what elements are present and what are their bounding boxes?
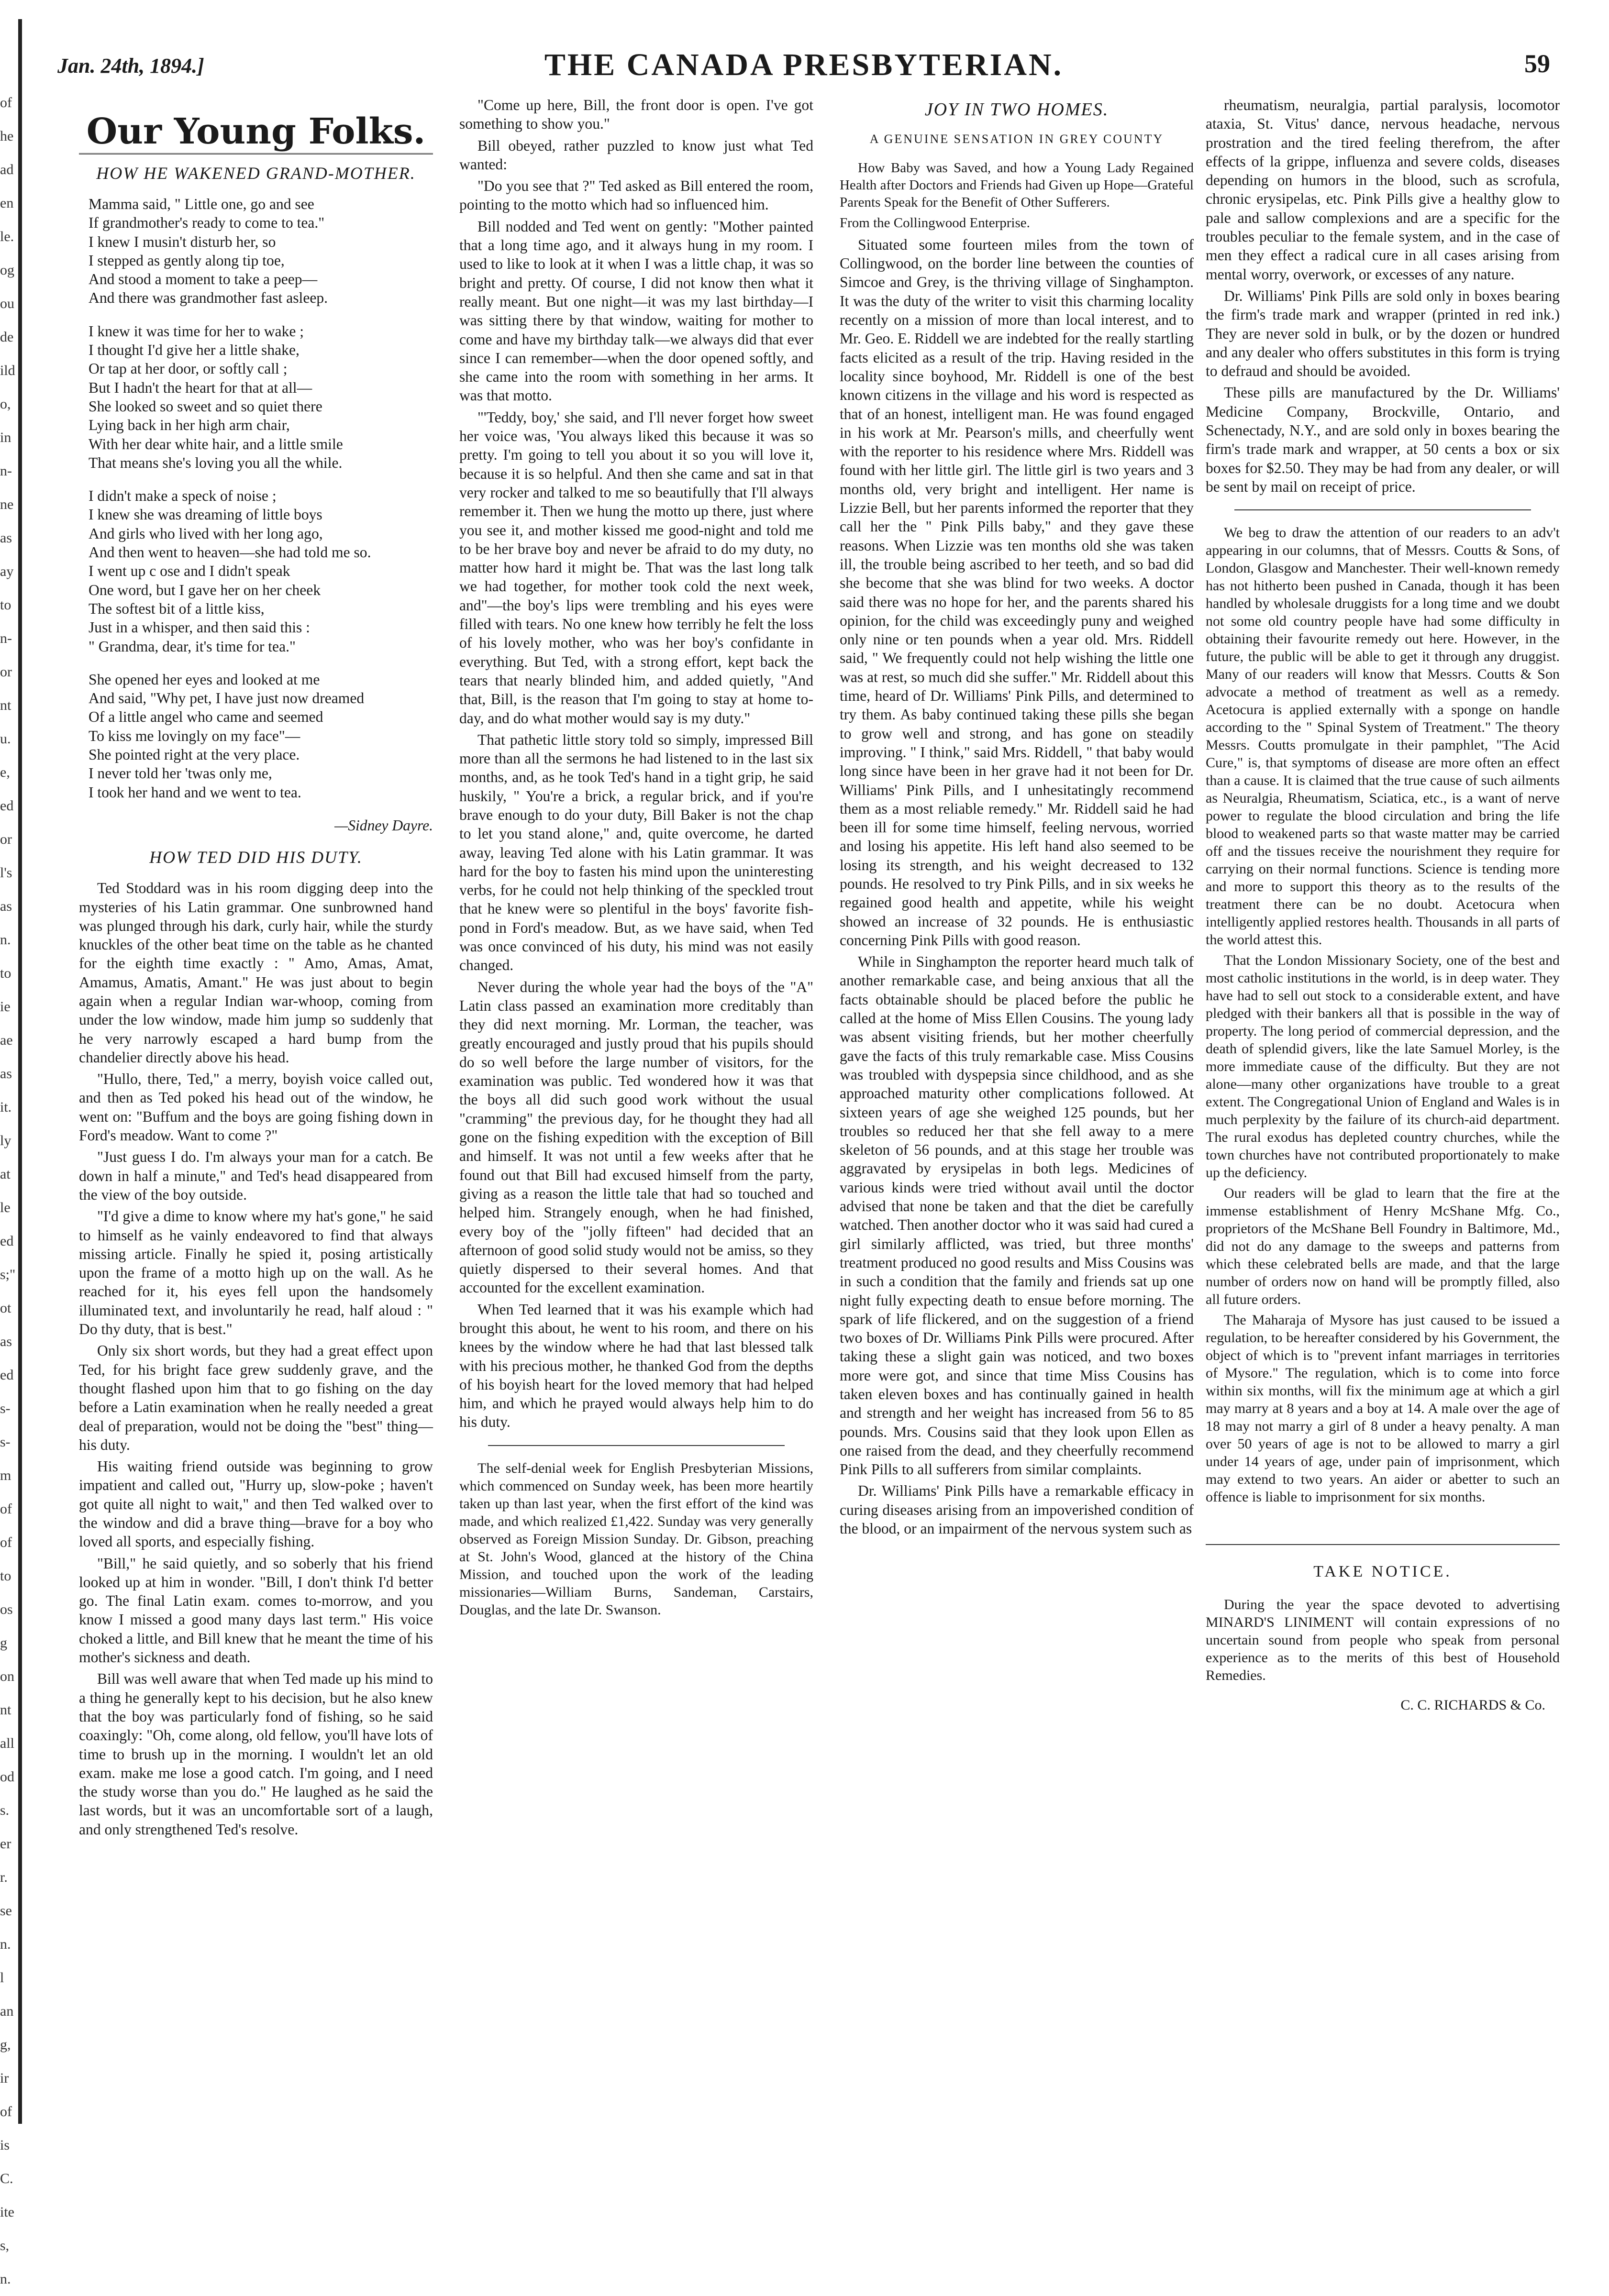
bleed-fragment: to	[0, 965, 11, 981]
paragraph: These pills are manufactured by the Dr. Williams' Medicine Company, Brockville, Ontario, and Schenectady, N.Y., and are sold only in boxes bearing the firm's trade mark and wrapper, at 50 cents a box or six boxes for $2.50. They may be had from any dealer, or will be sent by mail on receipt of price.	[1206, 384, 1560, 495]
bleed-fragment: to	[0, 597, 11, 613]
poem-line: I knew I musin't disturb her, so	[89, 233, 276, 250]
bleed-fragment: ou	[0, 296, 14, 311]
bleed-fragment: nt	[0, 697, 11, 713]
bleed-fragment: m	[0, 1468, 11, 1483]
bleed-fragment: ly	[0, 1133, 11, 1148]
divider	[488, 1445, 785, 1446]
poem-author: —Sidney Dayre.	[334, 817, 433, 834]
bleed-fragment: l	[0, 1970, 4, 1986]
poem-line: I took her hand and we went to tea.	[89, 784, 301, 801]
paragraph: His waiting friend outside was beginning to grow impatient and called out, "Hurry up, slow-poke ; haven't got quite all night to wait," and then Ted walked over to the window and did a brave thing—brave for a boy who loved all sports, and especially fishing.	[79, 1458, 433, 1550]
bleed-fragment: de	[0, 329, 14, 345]
masthead: THE CANADA PRESBYTERIAN.	[544, 47, 1064, 82]
poem-line: I thought I'd give her a little shake,	[89, 342, 300, 359]
paragraph: Never during the whole year had the boys of the "A" Latin class passed an examination more creditably than they did next morning. Mr. Lorman, the teacher, was greatly encouraged and justly proud that his pupils should do so well before the large number of visitors, for the examination was public. Ted wondered how it was that the boys all did such good work without the usual "cramming" the previous day, for he thought they had all gone on the fishing expedition with the exception of Bill and himself. It was not until a few weeks after that he found out that Bill had excused himself from the party, giving as a reason the little tale that had so touched and helped him. Strangely enough, when he had finished, every boy of the "jolly fifteen" had decided that an afternoon of good solid study would not be amiss, so they quietly dispersed to their several homes. And that accounted for the excellent examination.	[459, 978, 813, 1296]
bleed-fragment: ed	[0, 798, 14, 814]
editorial-notes	[1206, 524, 1560, 1506]
notice-signature: C. C. RICHARDS & Co.	[1400, 1697, 1545, 1713]
bleed-fragment: se	[0, 1903, 12, 1919]
paragraph: When Ted learned that it was his example which had brought this about, he went to his room, and there on his knees by the window where he had that last blessed talk with his precious mother, he thanked God from the depths of his boyish heart for the loved memory that had helped him, and which he prayed would always help him to do his duty.	[459, 1301, 813, 1431]
poem-line: She opened her eyes and looked at me	[89, 671, 320, 688]
paragraph: That pathetic little story told so simply, impressed Bill more than all the sermons he had listened to in the last six months, and, as he took Ted's hand in a tight grip, he said huskily, " You're a brick, a regular brick, and if you're brave enough to do your duty, Bill Baker is not the chap to let you stand alone," and, quite overcome, he darted away, leaving Ted alone with his Latin grammar. It was hard for the boy to fasten his mind upon the uninteresting verbs, for he could not help thinking of the speckled trout that he knew were so plentiful in the boys' favorite fish-pond in Ford's meadow. But, as we have said, when Ted was once convinced of his duty, his mind was not easily changed.	[459, 731, 813, 974]
paragraph: Bill was well aware that when Ted made up his mind to a thing he generally kept to his decision, but he also knew that the boy was particularly fond of fishing, so he said coaxingly: "Oh, come along, old fellow, you'll have lots of time to brush up in the morning. I wouldn't let an old exam. make me lose a good catch. I'm going, and I need the study worse than you do." He laughed as he said the last words, but it was an uncomfortable sort of a laugh, and only strengthened Ted's resolve.	[79, 1670, 433, 1838]
bleed-fragment: s-	[0, 1401, 11, 1416]
bleed-fragment: n.	[0, 2271, 11, 2287]
bleed-fragment: he	[0, 128, 14, 144]
paragraph: "I'd give a dime to know where my hat's gone," he said to himself as he vainly endeavored to find that always missing article. Finally he spied it, posing artistically upon the frame of a motto high up on the wall. As he reached for it, his eyes fell upon the handsomely illuminated text, and involuntarily he read, half aloud : " Do thy duty, that is best."	[79, 1208, 433, 1338]
poem-line: One word, but I gave her on her cheek	[89, 581, 321, 598]
bleed-fragment: ne	[0, 497, 14, 512]
bleed-fragment: is	[0, 2137, 10, 2153]
bleed-fragment: at	[0, 1166, 11, 1182]
poem-title: HOW HE WAKENED GRAND-MOTHER.	[96, 164, 416, 183]
bleed-fragment: C.	[0, 2171, 13, 2186]
poem	[79, 195, 433, 802]
bleed-fragment: os	[0, 1601, 13, 1617]
poem-stanza	[89, 486, 433, 656]
paragraph: The Maharaja of Mysore has just caused to be issued a regulation, to be hereafter considered by his Government, the object of which is to "prevent infant marriages in territories of Mysore." The regulation, which is to come into force within six months, will fix the minimum age at which a girl may marry at 8 years and a boy at 14. A male over the age of 18 may not marry a girl of 8 under a heavy penalty. A man over 50 years of age is not to be allowed to marry a girl under 14 years of age, under pain of imprisonment, which may extend to two years. An aider or abetter to such an offence is liable to imprisonment for six months.	[1206, 1312, 1560, 1505]
paragraph: Ted Stoddard was in his room digging deep into the mysteries of his Latin grammar. One sunbrowned hand was plunged through his dark, curly hair, while the sturdy knuckles of the other beat time on the table as he chanted for the eighth time exactly : " Amo, Amas, Amat, Amamus, Amatis, Amant." He was just about to begin again when a regular Indian war-whoop, coming from under the low window, made him jump so suddenly that he very narrowly escaped a hard bump from the chandelier directly above his head.	[79, 880, 433, 1066]
bleed-fragment: r.	[0, 1869, 8, 1885]
poem-line: And stood a moment to take a peep—	[89, 271, 318, 288]
poem-line: With her dear white hair, and a little smile	[89, 435, 343, 453]
bleed-fragment: as	[0, 1334, 12, 1349]
article-continued	[1206, 96, 1560, 496]
poem-line: That means she's loving you all the while.	[89, 454, 343, 471]
bleed-fragment: o,	[0, 396, 11, 412]
poem-stanza	[89, 670, 433, 802]
paragraph: "Hullo, there, Ted," a merry, boyish voice called out, and then as Ted poked his head out of the window, he went on: "Buffum and the boys are going fishing down in Ford's meadow. Want to come ?"	[79, 1071, 433, 1144]
poem-line: I never told her 'twas only me,	[89, 765, 272, 782]
article-source: From the Collingwood Enterprise.	[840, 215, 1030, 231]
bleed-fragment: as	[0, 1066, 12, 1082]
bleed-fragment: le	[0, 1200, 11, 1215]
notice-text: During the year the space devoted to advertising MINARD'S LINIMENT will contain expressions of no uncertain sound from people who speak from personal experience as to the merits of this best of Household Remedies.	[1206, 1596, 1560, 1683]
bleed-fragment: s,	[0, 2238, 10, 2253]
bleed-fragment: as	[0, 898, 12, 914]
poem-line: Of a little angel who came and seemed	[89, 708, 323, 726]
poem-line: I didn't make a speck of noise ;	[89, 487, 277, 505]
poem-stanza	[89, 322, 433, 472]
bleed-fragment: ie	[0, 999, 11, 1015]
bleed-fragment: ay	[0, 563, 14, 579]
poem-line: If grandmother's ready to come to tea."	[89, 214, 325, 232]
paragraph: While in Singhampton the reporter heard much talk of another remarkable case, and being anxious that all the facts obtainable should be placed before the public he called at the home of Miss Ellen Cousins. The young lady was absent visiting friends, but her mother cheerfully gave the facts of this truly remarkable case. Miss Cousins was troubled with dyspepsia since childhood, and as she approached maturity other complications followed. At sixteen years of age she weighed 125 pounds, but her troubles so reduced her that she fell away to a mere skeleton of 56 pounds, and at this stage her trouble was aggravated by erysipelas in both legs. Medicines of various kinds were tried without avail until the doctor advised that none be taken and that the diet be carefully watched. Then another doctor who it was said had cured a girl similarly afflicted, was tried, but three months' treatment produced no good results and Miss Cousins was in such a condition that the family and friends sat up one night fully expecting death to ensue before morning. The spark of life flickered, and on the suggestion of a friend two boxes of Dr. Williams Pink Pills were procured. After taking these a slight gain was noticed, and two boxes more were got, and since that time Miss Cousins has taken eleven boxes and has continually gained in health and strength and her weight has increased from 56 to 85 pounds. Mrs. Cousins said that they look upon Ellen as one raised from the dead, and they cheerfully recommend Pink Pills to all sufferers from similar complaints.	[840, 953, 1194, 1478]
bleed-fragment: or	[0, 664, 12, 680]
poem-line: Mamma said, " Little one, go and see	[89, 196, 314, 212]
bleed-fragment: en	[0, 195, 14, 211]
bleed-fragment: s.	[0, 1802, 10, 1818]
poem-line: And then went to heaven—she had told me so.	[89, 544, 371, 561]
page-edge-bar	[18, 19, 22, 2124]
paragraph: Bill obeyed, rather puzzled to know just what Ted wanted:	[459, 137, 813, 173]
paragraph: Dr. Williams' Pink Pills are sold only in boxes bearing the firm's trade mark and wrapper (printed in red ink.) They are never sold in bulk, or by the dozen or hundred and any dealer who offers substitutes in this form is trying to defraud and should be avoided.	[1206, 287, 1560, 380]
poem-line: The softest bit of a little kiss,	[89, 600, 265, 617]
bleed-fragment: s-	[0, 1434, 11, 1450]
poem-line: She pointed right at the very place.	[89, 746, 300, 763]
bleed-fragment: ild	[0, 363, 15, 378]
bleed-fragment: ir	[0, 2070, 9, 2086]
poem-line: " Grandma, dear, it's time for tea."	[89, 638, 296, 655]
divider	[1234, 509, 1531, 510]
paragraph: rheumatism, neuralgia, partial paralysis, locomotor ataxia, St. Vitus' dance, nervous headache, nervous prostration and the tired feeling therefrom, the after effects of la grippe, influenza and severe colds, diseases depending on humors in the blood, such as scrofula, chronic erysipelas, etc. Pink Pills give a healthy glow to pale and sallow complexions and are a specific for the troubles peculiar to the female system, and in the case of men they effect a radical cure in all cases arising from mental worry, overwork, or excesses of any nature.	[1206, 97, 1560, 283]
bleed-fragment: of	[0, 2104, 12, 2119]
bleed-fragment: n.	[0, 1936, 11, 1952]
poem-line: I went up c ose and I didn't speak	[89, 563, 290, 580]
paragraph: That the London Missionary Society, one of the best and most catholic institutions in the world, is in deep water. They have had to sell out stock to a considerable extent, and have pledged with their bankers all that is possible in the way of property. The long period of commercial depression, and the death of splendid givers, like the late Samuel Morley, is the more immediate cause of the difficulty. But they are not alone—many other organizations have trouble to a great extent. The Congregational Union of England and Wales is in much perplexity by the failure of its church-aid department. The rural exodus has depleted country churches, while the town churches have not contributed proportionately to make up the deficiency.	[1206, 952, 1560, 1181]
bleed-fragment: of	[0, 95, 12, 110]
paragraph: Bill nodded and Ted went on gently: "Mother painted that a long time ago, and it always hung in my room. I used to like to look at it when I was a little chap, it was so bright and pretty. Of course, I did not know then what it really meant. But one night—it was my last birthday—I was sitting there by that window, waiting for mother to come and have my birthday talk—we always did that ever since I can remember—when the door opened softly, and she came into the room with something in her arms. It was that motto.	[459, 218, 813, 404]
paragraph: Situated some fourteen miles from the town of Collingwood, on the border line between the counties of Simcoe and Grey, is the thriving village of Singhampton. It was the duty of the writer to visit this charming locality recently on a mission of more than local interest, and to Mr. Geo. E. Riddell we are indebted for the really startling facts elicited as a result of the trip. Having resided in the locality since boyhood, Mr. Riddell is one of the best known citizens in the village and his word is respected as that of an honest, intelligent man. He was found engaged in his work at Mr. Pearson's mills, and cheerfully went with the reporter to his residence where Mrs. Riddell was found with her little girl. The little girl is two years and 3 months old, very bright and intelligent. Her name is Lizzie Bell, but her parents informed the reporter that they call her the " Pink Pills baby," and they gave these reasons. When Lizzie was ten months old she was taken ill, the trouble being ascribed to her teeth, and so bad did she become that she was blind for two weeks. A doctor said there was no hope for her, and the parents shared his opinion, for the child was exceedingly puny and weighed only nine or ten pounds when a year old. Mrs. Riddell said, " We frequently could not help wishing the little one was at rest, so much did she suffer." Mr. Riddell about this time, heard of Dr. Williams' Pink Pills, and determined to try them. As baby continued taking these pills she began to grow well and strong, and has gone on steadily improving. " I think," said Mrs. Riddell, " that baby would long since have been in her grave had it not been for Dr. Williams' Pink Pills, and I unhesitatingly recommend them as a most reliable remedy." Mr. Riddell said he had been ill for some time himself, feeling nervous, worried and losing his appetite. His left hand also seemed to be losing its strength, and his weight decreased to 132 pounds. He resolved to try Pink Pills, and in six weeks he regained good health and appetite, while his weight showed an increase of 32 pounds. He is enthusiastic concerning Pink Pills with good reason.	[840, 236, 1194, 949]
bleed-fragment: or	[0, 831, 12, 847]
paragraph: "Just guess I do. I'm always your man for a catch. Be down in half a minute," and Ted's head disappeared from the view of the boy outside.	[79, 1148, 433, 1203]
bleed-fragment: n-	[0, 463, 12, 479]
bleed-fragment: er	[0, 1836, 11, 1852]
bleed-fragment: in	[0, 430, 11, 445]
paragraph: "Come up here, Bill, the front door is open. I've got something to show you."	[459, 97, 813, 132]
bleed-fragment: an	[0, 2003, 14, 2019]
bleed-fragment: of	[0, 1501, 12, 1517]
column-2	[459, 96, 813, 1622]
paragraph: Dr. Williams' Pink Pills have a remarkable efficacy in curing diseases arising from an impoverished condition of the blood, or an impairment of the nervous system such as	[840, 1482, 1194, 1537]
poem-line: And girls who lived with her long ago,	[89, 525, 323, 542]
bleed-fragment: ite	[0, 2204, 14, 2220]
mission-note: The self-denial week for English Presbyterian Missions, which commenced on Sunday week, has been more heartily taken up than last year, when the first effort of the kind was made, and which realized £1,422. Sunday was very generally observed as Foreign Mission Sunday. Dr. Gibson, preaching at St. John's Wood, glanced at the history of the China Mission, and touched upon the work of the leading missionaries—William Burns, Sandeman, Carstairs, Douglas, and the late Dr. Swanson.	[459, 1460, 813, 1618]
bleed-fragment: ad	[0, 162, 14, 177]
bleed-fragment: g,	[0, 2037, 11, 2053]
column-1	[79, 96, 433, 1842]
bleed-fragment: all	[0, 1735, 14, 1751]
bleed-fragment: g	[0, 1635, 7, 1651]
paragraph: Only six short words, but they had a great effect upon Ted, for his bright face grew suddenly grave, and the thought flashed upon him that to go fishing on the day before a Latin examination when he really needed a great deal of preparation, would not be doing the "best" thing—his duty.	[79, 1342, 433, 1453]
poem-line: And there was grandmother fast asleep.	[89, 289, 328, 307]
bleed-fragment: as	[0, 530, 12, 546]
bleed-fragment: n.	[0, 932, 11, 948]
poem-line: I knew it was time for her to wake ;	[89, 322, 304, 340]
bleed-fragment: of	[0, 1534, 12, 1550]
bleed-fragment: e,	[0, 764, 10, 780]
bleed-fragment: ed	[0, 1367, 14, 1383]
poem-line: I knew she was dreaming of little boys	[89, 506, 322, 523]
section-title: Our Young Folks.	[79, 110, 433, 155]
poem-line: She looked so sweet and so quiet there	[89, 397, 322, 415]
column-4	[1206, 96, 1560, 1714]
poem-line: Lying back in her high arm chair,	[89, 417, 290, 434]
poem-stanza	[89, 195, 433, 308]
bleed-fragment: le.	[0, 229, 14, 244]
bleed-fragment: ae	[0, 1032, 13, 1048]
bleed-fragment: og	[0, 262, 14, 278]
bleed-fragment: l's	[0, 865, 12, 881]
bleed-fragment: ed	[0, 1233, 14, 1249]
bleed-fragment: to	[0, 1568, 11, 1584]
poem-line: Just in a whisper, and then said this :	[89, 619, 310, 636]
poem-line: I stepped as gently along tip toe,	[89, 252, 285, 269]
poem-line: To kiss me lovingly on my face"—	[89, 727, 300, 744]
page-header	[57, 38, 1550, 91]
poem-line: And said, "Why pet, I have just now dreamed	[89, 690, 365, 707]
poem-line: Or tap at her door, or softly call ;	[89, 360, 288, 377]
bleed-fragment: on	[0, 1668, 14, 1684]
bleed-fragment: it.	[0, 1099, 12, 1115]
paragraph: "'Teddy, boy,' she said, and I'll never forget how sweet her voice was, 'You always liked this because it was so pretty. I'm going to tell you about it so you will love it, because it is so helpful. And then she came and sat in that very rocker and talked to me so beautifully that I'll always remember it. Then we hung the motto up there, just where you see it, and mother kissed me good-night and told me to be her brave boy and never be afraid to do my duty, no matter how hard it might be. That was the last long talk we had together, for mother took cold the next week, and"—the boy's lips were trembling and his eyes were filled with tears. No one knew how terribly he felt the loss of his lovely mother, who was her boy's confidante in everything. But Ted, with a strong effort, kept back the tears that nearly blinded him, and added quietly, "And that, Bill, is the reason that I'm going to stay at home to-day, and do what mother would say is my duty."	[459, 408, 813, 727]
paragraph: "Bill," he said quietly, and so soberly that his friend looked up at him in wonder. "Bill, I don't think I'd better go. The final Latin exam. comes to-morrow, and you know I missed a good many days last term." His voice choked a little, and Bill knew that he meant the time of his mother's sickness and death.	[79, 1555, 433, 1666]
article-body	[840, 235, 1194, 1538]
page-number: 59	[1524, 49, 1550, 78]
bleed-through-margin	[0, 86, 16, 2287]
bleed-fragment: n-	[0, 630, 12, 646]
story-continued	[459, 96, 813, 1432]
paragraph: "Do you see that ?" Ted asked as Bill entered the room, pointing to the motto which had so influenced him.	[459, 177, 813, 213]
article-subhead: A GENUINE SENSATION IN GREY COUNTY	[869, 132, 1164, 146]
article-title: JOY IN TWO HOMES.	[924, 99, 1109, 120]
story-title: HOW TED DID HIS DUTY.	[149, 848, 363, 867]
bleed-fragment: s;"	[0, 1267, 16, 1282]
bleed-fragment: nt	[0, 1702, 11, 1718]
bleed-fragment: ot	[0, 1300, 11, 1316]
column-3	[840, 96, 1194, 1541]
notice-title: TAKE NOTICE.	[1206, 1544, 1560, 1581]
article-summary: How Baby was Saved, and how a Young Lady Regained Health after Doctors and Friends had Given up Hope—Grateful Parents Speak for the Benefit of Other Sufferers.	[840, 160, 1194, 210]
bleed-fragment: od	[0, 1769, 14, 1785]
paragraph: We beg to draw the attention of our readers to an adv't appearing in our columns, that of Messrs. Coutts & Sons, of London, Glasgow and Manchester. Their well-known remedy has not hitherto been pushed in Canada, though it has been handled by wholesale druggists for a long time and we doubt not some old country people have had some difficulty in obtaining their favourite remedy out here. However, in the future, the public will be able to get it through any druggist. Many of our readers will know that Messrs. Coutts & Son advocate a method of treatment as well as a remedy. Acetocura is applied externally with a sponge on handle according to the " Spinal System of Treatment." The theory Messrs. Coutts promulgate in their pamphlet, "The Acid Cure," is, that symptoms of disease are more often an effect than a cause. It is claimed that the true cause of such ailments as Neuralgia, Rheumatism, Sciatica, etc., is a want of nerve power to regulate the blood circulation and bring the life blood to weakened parts so that waste matter may be carried off and the tissues receive the nourishment they require for carrying on their normal functions. Science is tending more and more to support this theory as to the results of the treatment there can be no doubt. Acetocura when intelligently applied restores health. Thousands in all parts of the world attest this.	[1206, 525, 1560, 948]
poem-line: But I hadn't the heart for that at all—	[89, 379, 312, 396]
story-body	[79, 879, 433, 1839]
issue-date: Jan. 24th, 1894.]	[57, 54, 204, 77]
paragraph: Our readers will be glad to learn that the fire at the immense establishment of Henry McShane Mfg. Co., proprietors of the McShane Bell Foundry in Baltimore, Md., did not do any damage to the sweeps and patterns from which these celebrated bells are made, and that the large number of orders now on hand will be promptly filled, also all future orders.	[1206, 1185, 1560, 1308]
bleed-fragment: u.	[0, 731, 11, 747]
